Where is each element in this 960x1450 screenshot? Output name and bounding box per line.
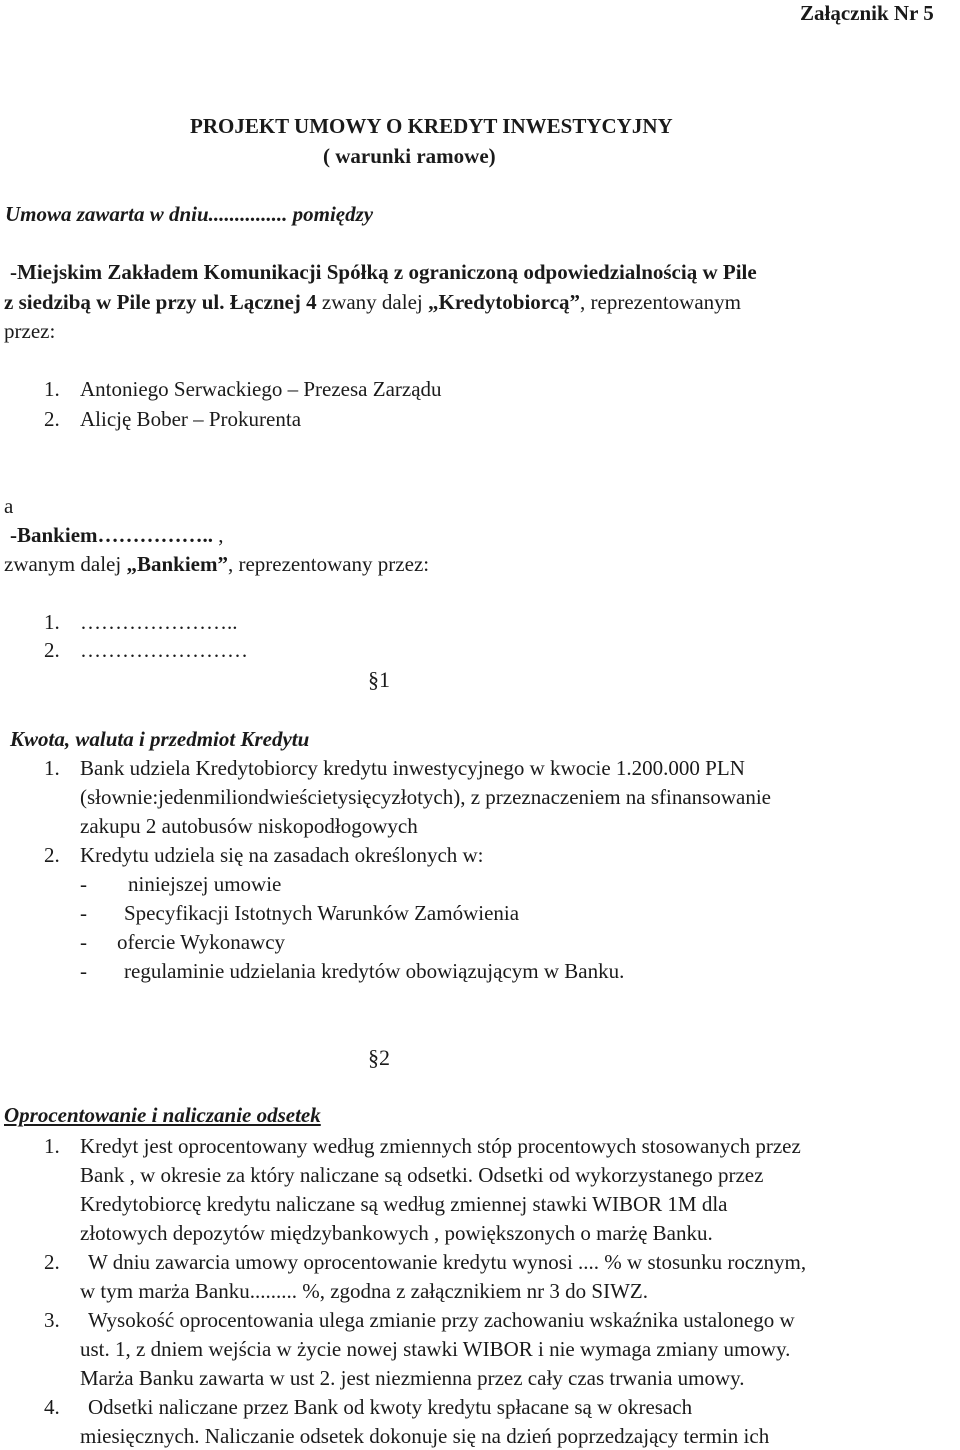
s1-p1-line-1: Bank udziela Kredytobiorcy kredytu inwestycyjnego w kwocie 1.200.000 PLN: [80, 756, 745, 780]
contract-intro: Umowa zawarta w dniu............... pomiędzy: [5, 202, 374, 226]
document-title: PROJEKT UMOWY O KREDYT INWESTYCYJNY: [190, 114, 673, 138]
s2-p1-line-3: Kredytobiorcę kredytu naliczane są według zmiennej stawki WIBOR 1M dla: [80, 1192, 728, 1216]
s1-dash-1: -: [80, 872, 87, 896]
bank-rep-1: …………………..: [80, 610, 238, 634]
s1-p1-line-2: (słownie:jedenmiliondwieścietysięcyzłotych), z przeznaczeniem na sfinansowanie: [80, 785, 771, 809]
s1-item-4: regulaminie udzielania kredytów obowiązującym w Banku.: [124, 959, 625, 983]
s2-p4-line-1: Odsetki naliczane przez Bank od kwoty kredytu spłacane są w okresach: [88, 1395, 693, 1419]
s1-dash-2: -: [80, 901, 87, 925]
bank-rep-2-num: 2.: [44, 638, 60, 662]
s2-p3-line-2: ust. 1, z dniem wejścia w życie nowej stawki WIBOR i nie wymaga zmiany umowy.: [80, 1337, 791, 1361]
bank-called-text: zwanym dalej: [4, 552, 127, 576]
borrower-called-text: zwany dalej: [316, 290, 428, 314]
s2-p2-line-1: W dniu zawarcia umowy oprocentowanie kredytu wynosi .... % w stosunku rocznym,: [88, 1250, 807, 1274]
borrower-line-1: -Miejskim Zakładem Komunikacji Spółką z ograniczoną odpowiedzialnością w Pile: [10, 260, 757, 284]
borrower-term: „Kredytobiorcą”: [428, 290, 581, 314]
bank-name-line: [10, 525, 224, 546]
borrower-address: z siedzibą w Pile przy ul. Łącznej 4: [4, 290, 317, 314]
conjunction: a: [4, 494, 14, 518]
s2-p2-num: 2.: [44, 1250, 60, 1274]
borrower-rep-2: Alicję Bober – Prokurenta: [80, 407, 302, 431]
bank-rep-1-num: 1.: [44, 610, 60, 634]
borrower-rep-1: Antoniego Serwackiego – Prezesa Zarządu: [80, 377, 442, 401]
bank-name-tail: ,: [213, 523, 224, 547]
s2-p1-num: 1.: [44, 1134, 60, 1158]
section-2-heading: Oprocentowanie i naliczanie odsetek: [4, 1103, 321, 1127]
document-subtitle: ( warunki ramowe): [323, 144, 496, 168]
s2-p3-line-3: Marża Banku zawarta w ust 2. jest niezmienna przez cały czas trwania umowy.: [80, 1366, 745, 1390]
s2-p1-line-4: złotowych depozytów międzybankowych , powiększonych o marżę Banku.: [80, 1221, 713, 1245]
borrower-rep-2-num: 2.: [44, 407, 60, 431]
borrower-represented-text: , reprezentowanym: [580, 290, 741, 314]
s2-p3-num: 3.: [44, 1308, 60, 1332]
borrower-line-3: przez:: [4, 319, 56, 343]
s1-p1-line-3: zakupu 2 autobusów niskopodłogowych: [80, 814, 418, 838]
s1-p1-num: 1.: [44, 756, 60, 780]
s1-dash-4: -: [80, 959, 87, 983]
s1-item-2: Specyfikacji Istotnych Warunków Zamówienia: [124, 901, 520, 925]
s2-p3-line-1: Wysokość oprocentowania ulega zmianie przy zachowaniu wskaźnika ustalonego w: [88, 1308, 795, 1332]
s1-item-1: niniejszej umowie: [128, 872, 282, 896]
s1-dash-3: -: [80, 930, 87, 954]
bank-term: „Bankiem”: [126, 552, 228, 576]
s2-p1-line-1: Kredyt jest oprocentowany według zmiennych stóp procentowych stosowanych przez: [80, 1134, 801, 1158]
bank-called-line: [4, 554, 429, 575]
s1-p2-line-1: Kredytu udziela się na zasadach określonych w:: [80, 843, 484, 867]
borrower-rep-1-num: 1.: [44, 377, 60, 401]
section-1-mark: §1: [368, 667, 390, 692]
bank-rep-2: ……………………: [80, 638, 248, 662]
annex-label: Załącznik Nr 5: [800, 1, 934, 25]
section-1-heading: Kwota, waluta i przedmiot Kredytu: [10, 727, 310, 751]
s1-p2-num: 2.: [44, 843, 60, 867]
s1-item-3: ofercie Wykonawcy: [117, 930, 286, 954]
bank-represented-text: , reprezentowany przez:: [227, 552, 430, 576]
borrower-line-2: [4, 292, 741, 313]
section-2-mark: §2: [368, 1045, 390, 1070]
s2-p4-line-2: miesięcznych. Naliczanie odsetek dokonuje się na dzień poprzedzający termin ich: [80, 1424, 770, 1448]
s2-p1-line-2: Bank , w okresie za który naliczane są odsetki. Odsetki od wykorzystanego przez: [80, 1163, 764, 1187]
s2-p4-num: 4.: [44, 1395, 60, 1419]
bank-name: -Bankiem……………..: [10, 523, 214, 547]
s2-p2-line-2: w tym marża Banku......... %, zgodna z załącznikiem nr 3 do SIWZ.: [80, 1279, 648, 1303]
